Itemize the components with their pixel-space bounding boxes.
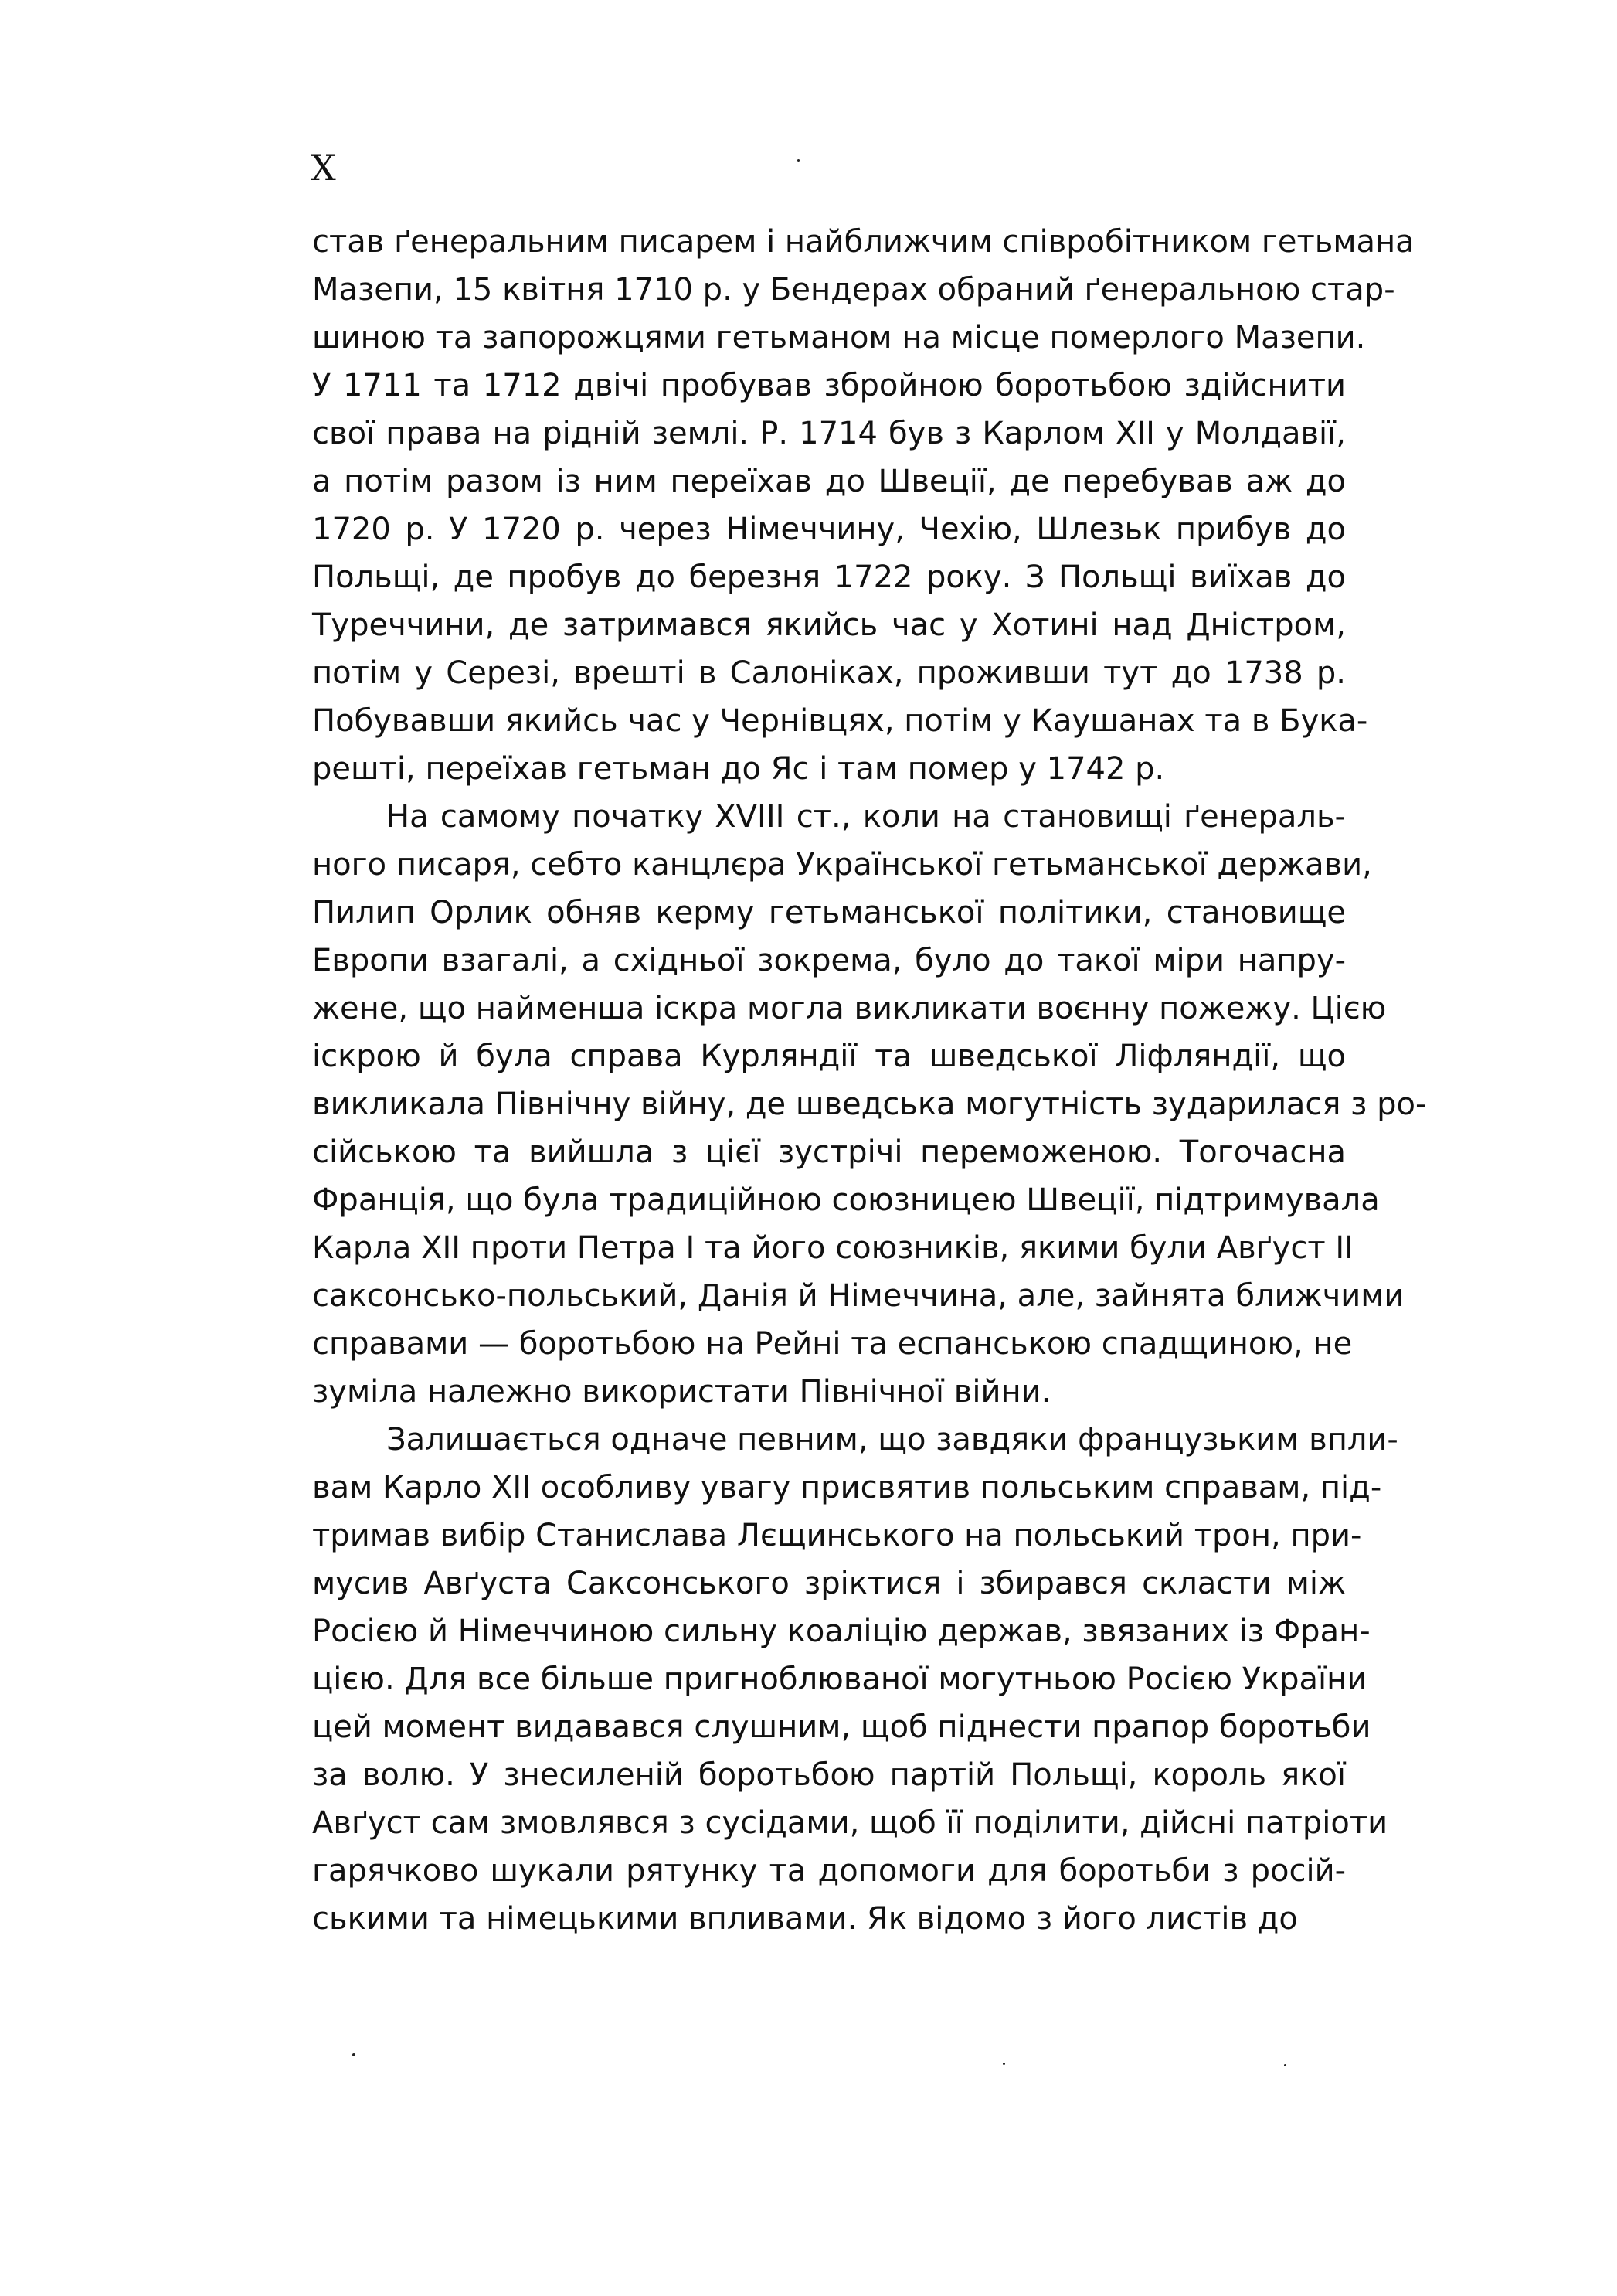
scan-speck (352, 2053, 355, 2056)
page-number: X (311, 147, 336, 189)
body-text (312, 218, 1427, 1943)
paragraph (312, 218, 1415, 793)
scan-speck (1003, 2063, 1005, 2065)
text-line: викликала Північну війну, де шведська могутність зударилася з ро- (312, 1087, 1427, 1122)
text-line: потім у Серезі, врешті в Салоніках, проживши тут до 1738 р. (312, 655, 1346, 691)
text-line: Франція, що була традиційною союзницею Швеції, підтримувала (312, 1182, 1380, 1218)
text-line: шиною та запорожцями гетьманом на місце померлого Мазепи. (312, 320, 1366, 355)
scan-speck (797, 159, 800, 162)
paragraph (312, 1416, 1398, 1943)
paragraph (312, 793, 1427, 1416)
text-line: саксонсько-польський, Данія й Німеччина, але, зайнята ближчими (312, 1278, 1405, 1314)
text-line: Карла XII проти Петра I та його союзників, якими були Авґуст II (312, 1230, 1354, 1266)
text-line: цією. Для все більше пригноблюваної могутньою Росією України (312, 1662, 1367, 1697)
text-line: сійською та вийшла з цієї зустрічі переможеною. Тогочасна (312, 1134, 1346, 1170)
text-line: Побувавши якийсь час у Чернівцях, потім у Каушанах та в Бука- (312, 703, 1368, 739)
text-line: тримав вибір Станислава Лєщинського на польський трон, при- (312, 1518, 1362, 1553)
text-line: Польщі, де пробув до березня 1722 року. З Польщі виїхав до (312, 560, 1346, 595)
text-line: зуміла належно використати Північної війни. (312, 1374, 1051, 1410)
text-line: 1720 р. У 1720 р. через Німеччину, Чехію, Шлезьк прибув до (312, 512, 1346, 547)
text-line: Европи взагалі, а східньої зокрема, було до такої міри напру- (312, 943, 1346, 978)
text-line: став ґенеральним писарем і найближчим співробітником гетьмана (312, 224, 1415, 260)
text-line: справами — боротьбою на Рейні та еспанською спадщиною, не (312, 1326, 1353, 1362)
text-line: мусив Авґуста Саксонського зріктися і збирався скласти між (312, 1566, 1346, 1601)
text-line: за волю. У знесиленій боротьбою партій Польщі, король якої (312, 1757, 1346, 1793)
text-line: На самому початку XVIII ст., коли на становищі ґенераль- (386, 799, 1346, 835)
text-line: свої права на рідній землі. Р. 1714 був з Карлом XII у Молдавії, (312, 416, 1346, 451)
text-line: Авґуст сам змовлявся з сусідами, щоб її поділити, дійсні патріоти (312, 1805, 1388, 1841)
text-line: Пилип Орлик обняв керму гетьманської політики, становище (312, 895, 1346, 930)
text-line: ного писаря, себто канцлєра Української гетьманської держави, (312, 847, 1372, 883)
text-line: Росією й Німеччиною сильну коаліцію держав, звязаних із Фран- (312, 1614, 1371, 1649)
text-line: жене, що найменша іскра могла викликати воєнну пожежу. Цією (312, 991, 1387, 1026)
text-line: решті, переїхав гетьман до Яс і там помер у 1742 р. (312, 751, 1165, 787)
scan-speck (1284, 2064, 1286, 2066)
text-line: а потім разом із ним переїхав до Швеції, де перебував аж до (312, 464, 1346, 499)
text-line: гарячково шукали рятунку та допомоги для боротьби з росій- (312, 1853, 1346, 1889)
text-line: іскрою й була справа Курляндії та шведської Ліфляндії, що (312, 1039, 1346, 1074)
text-line: ськими та німецькими впливами. Як відомо з його листів до (312, 1901, 1298, 1937)
text-line: цей момент видавався слушним, щоб піднести прапор боротьби (312, 1709, 1371, 1745)
text-line: Залишається одначе певним, що завдяки французьким впли- (386, 1422, 1398, 1458)
text-line: У 1711 та 1712 двічі пробував збройною боротьбою здійснити (312, 368, 1346, 403)
text-line: вам Карло XII особливу увагу присвятив польським справам, під- (312, 1470, 1382, 1505)
text-line: Мазепи, 15 квітня 1710 р. у Бендерах обраний ґенеральною стар- (312, 272, 1395, 308)
text-line: Туреччини, де затримався якийсь час у Хотині над Дністром, (312, 607, 1346, 643)
